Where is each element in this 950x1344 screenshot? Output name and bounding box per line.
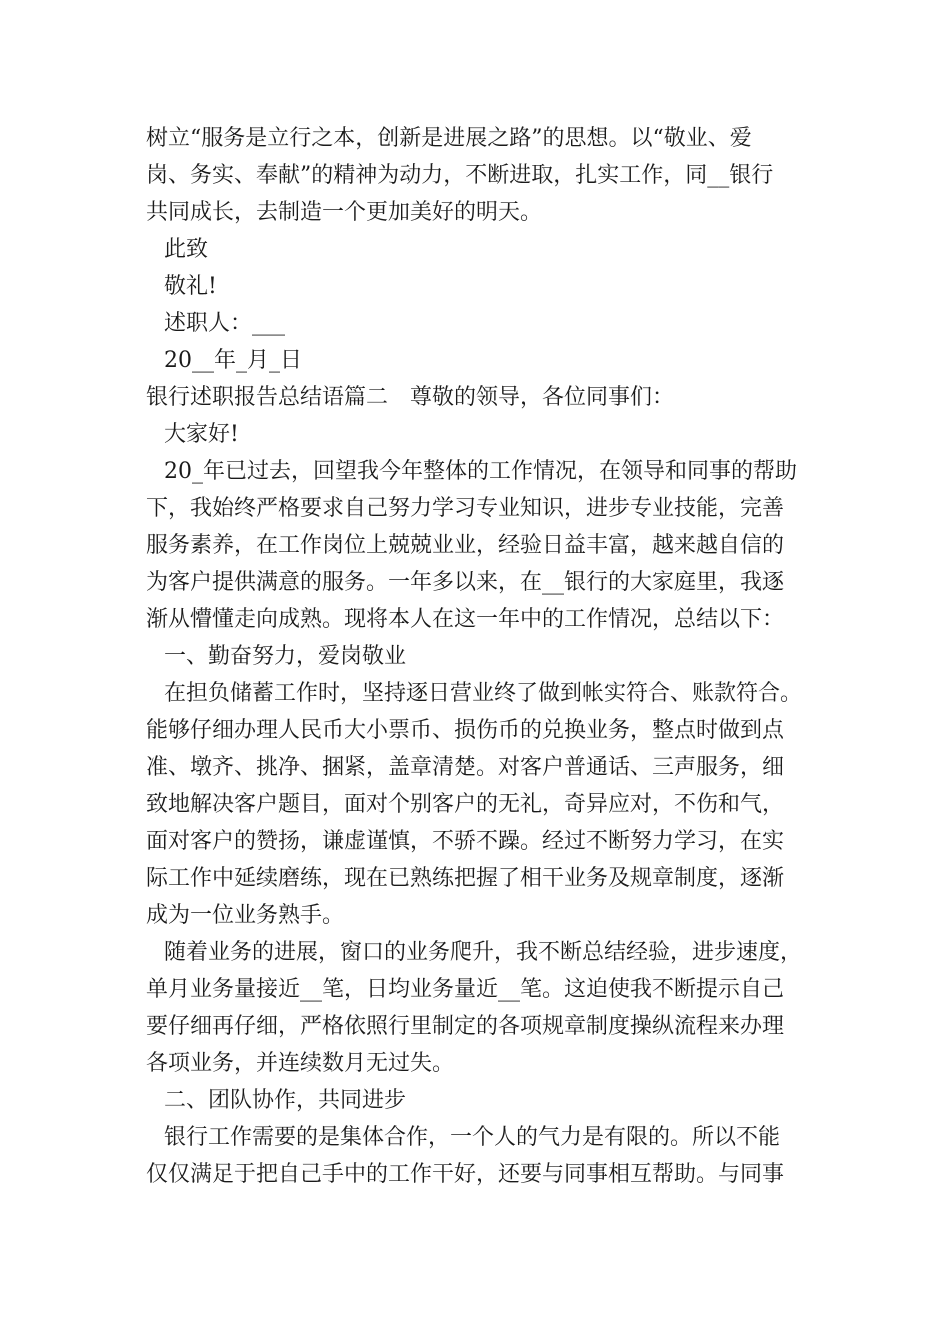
text-line: 单月业务量接近__笔，日均业务量近__笔。这迫使我不断提示自己 — [146, 977, 785, 1002]
text-line: 面对客户的赞扬，谦虚谨慎，不骄不躁。经过不断努力学习，在实 — [146, 829, 785, 854]
text-line: 银行工作需要的是集体合作，一个人的气力是有限的。所以不能 — [164, 1125, 781, 1150]
text-line: 仅仅满足于把自己手中的工作干好，还要与同事相互帮助。与同事 — [146, 1162, 785, 1187]
text-line: 树立“服务是立行之本，创新是进展之路”的思想。以“敬业、爱 — [146, 126, 752, 151]
text-line: 随着业务的进展，窗口的业务爬升，我不断总结经验，进步速度， — [164, 940, 803, 965]
signature-line: 述职人：___ — [164, 311, 286, 336]
text-line: 下，我始终严格要求自己努力学习专业知识，进步专业技能，完善 — [146, 496, 785, 521]
document-body — [146, 120, 836, 1193]
closing-salutation: 此致 — [164, 237, 209, 262]
section-heading: 银行述职报告总结语篇二 尊敬的领导，各位同事们： — [146, 385, 675, 410]
text-line: 20_年已过去，回望我今年整体的工作情况，在领导和同事的帮助 — [164, 459, 797, 484]
text-line: 为客户提供满意的服务。一年多以来，在__银行的大家庭里，我逐 — [146, 570, 785, 595]
text-line: 共同成长，去制造一个更加美好的明天。 — [146, 200, 543, 225]
subheading-1: 一、勤奋努力，爱岗敬业 — [164, 644, 407, 669]
greeting: 大家好! — [164, 422, 239, 447]
text-line: 致地解决客户题目，面对个别客户的无礼，奇异应对，不伤和气， — [146, 792, 785, 817]
text-line: 要仔细再仔细，严格依照行里制定的各项规章制度操纵流程来办理 — [146, 1014, 785, 1039]
text-line: 岗、务实、奉献”的精神为动力，不断进取，扎实工作，同__银行 — [146, 163, 774, 188]
text-line: 际工作中延续磨练，现在已熟练把握了相干业务及规章制度，逐渐 — [146, 866, 785, 891]
text-line: 成为一位业务熟手。 — [146, 903, 345, 928]
text-line: 渐从懵懂走向成熟。现将本人在这一年中的工作情况，总结以下： — [146, 607, 785, 632]
text-line: 各项业务，并连续数月无过失。 — [146, 1051, 455, 1076]
subheading-2: 二、团队协作，共同进步 — [164, 1088, 407, 1113]
closing-regards: 敬礼! — [164, 274, 217, 299]
text-line: 准、墩齐、挑净、捆紧，盖章清楚。对客户普通话、三声服务，细 — [146, 755, 785, 780]
date-line: 20__年_月_日 — [164, 348, 302, 373]
text-line: 服务素养，在工作岗位上兢兢业业，经验日益丰富，越来越自信的 — [146, 533, 785, 558]
text-line: 在担负储蓄工作时，坚持逐日营业终了做到帐实符合、账款符合。 — [164, 681, 803, 706]
text-line: 能够仔细办理人民币大小票币、损伤币的兑换业务，整点时做到点 — [146, 718, 785, 743]
